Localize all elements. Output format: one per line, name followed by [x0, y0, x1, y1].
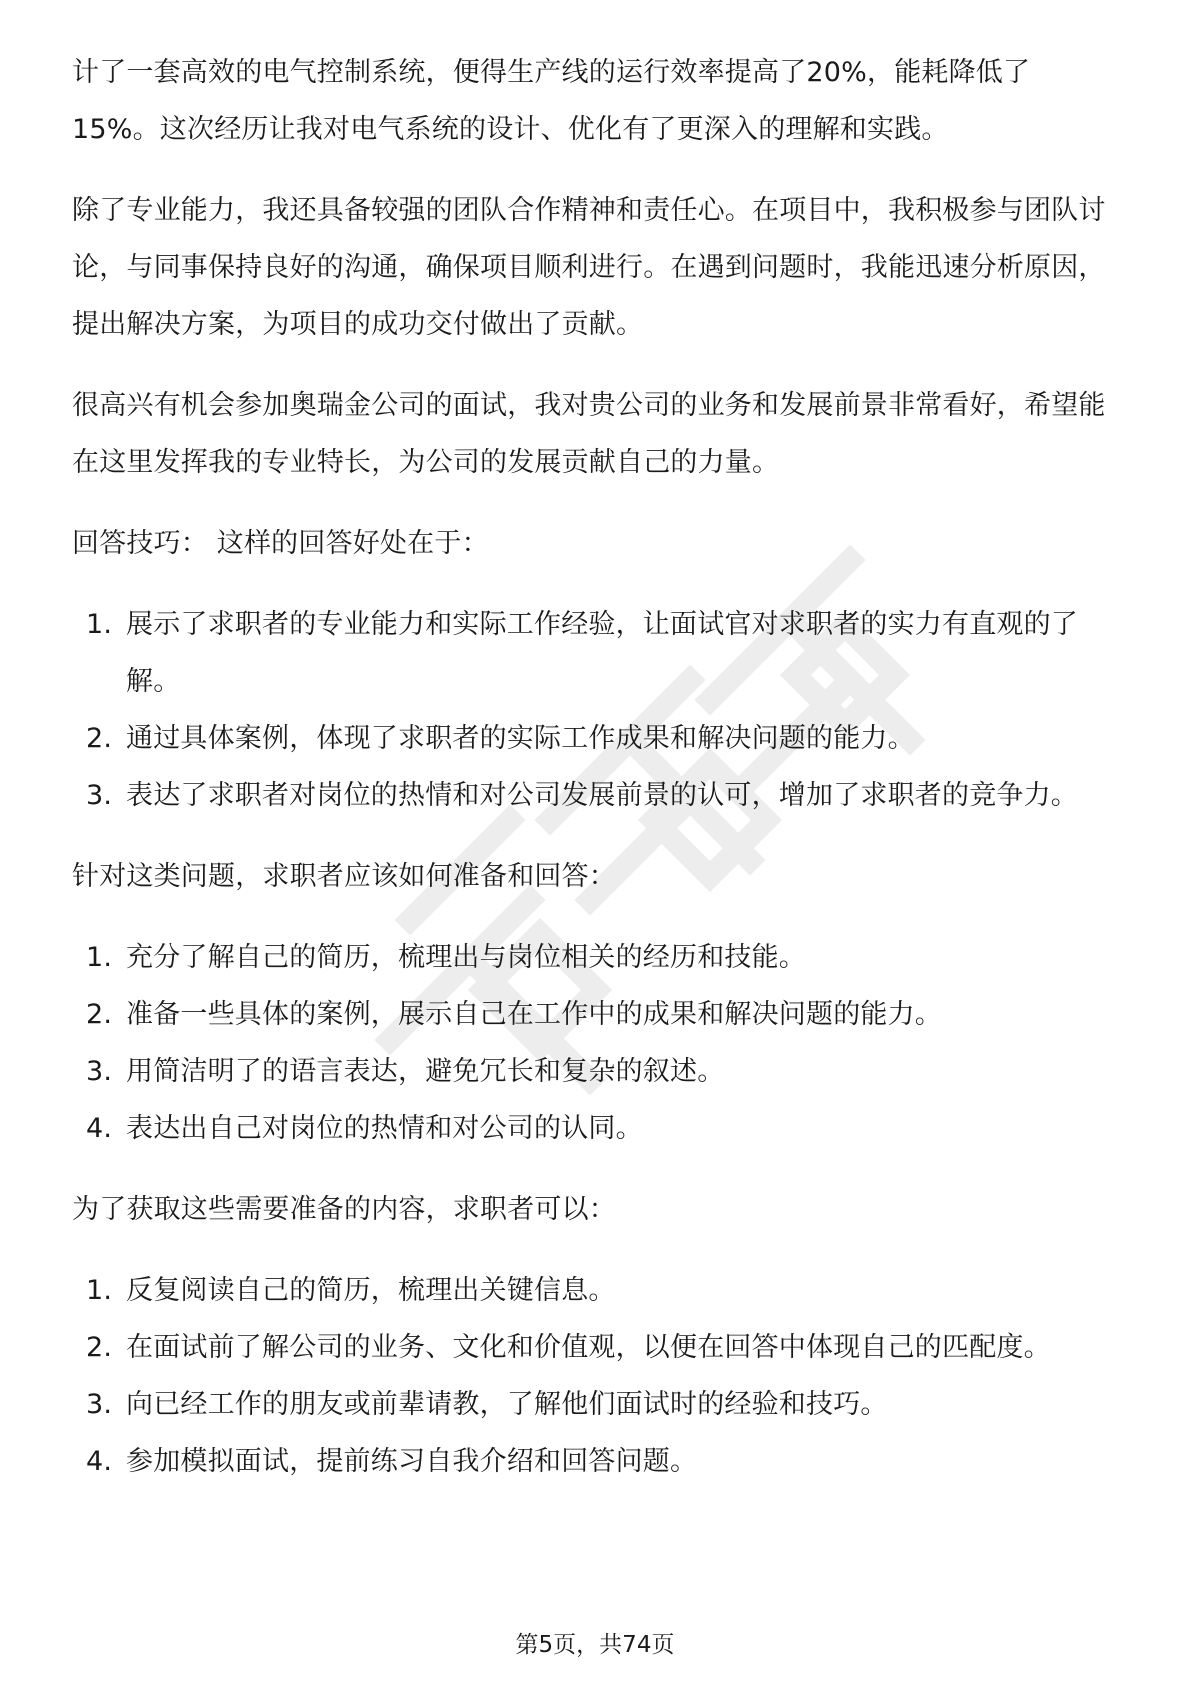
list-item-text: 在面试前了解公司的业务、文化和价值观，以便在回答中体现自己的匹配度。	[126, 1332, 1051, 1363]
obtain-heading: 为了获取这些需要准备的内容，求职者可以：	[72, 1194, 616, 1225]
list-number: 1.	[86, 609, 113, 640]
list-number: 3.	[86, 780, 113, 811]
document-body	[72, 44, 1118, 1514]
list-item-text: 向已经工作的朋友或前辈请教，了解他们面试时的经验和技巧。	[126, 1389, 888, 1420]
list-item-text: 通过具体案例，体现了求职者的实际工作成果和解决问题的能力。	[126, 723, 915, 754]
list-item-text: 表达出自己对岗位的热情和对公司的认同。	[126, 1113, 643, 1144]
list-number: 2.	[86, 723, 113, 754]
list-item	[72, 1043, 1118, 1100]
list-item	[72, 710, 1118, 767]
paragraph-project-result: 计了一套高效的电气控制系统，便得生产线的运行效率提高了20%，能耗降低了15%。这次经历让我对电气系统的设计、优化有了更深入的理解和实践。	[72, 57, 1031, 145]
list-number: 1.	[86, 1275, 113, 1306]
list-item-text: 表达了求职者对岗位的热情和对公司发展前景的认可，增加了求职者的竞争力。	[126, 780, 1078, 811]
list-item	[72, 929, 1118, 986]
list-item	[72, 1100, 1118, 1157]
page-number-footer: 第5页，共74页	[515, 1632, 675, 1658]
list-number: 3.	[86, 1056, 113, 1087]
prepare-list	[72, 929, 1118, 1157]
list-number: 2.	[86, 1332, 113, 1363]
paragraph-teamwork: 除了专业能力，我还具备较强的团队合作精神和责任心。在项目中，我积极参与团队讨论，与同事保持良好的沟通，确保项目顺利进行。在遇到问题时，我能迅速分析原因，提出解决方案，为项目的成功交付做出了贡献。	[72, 195, 1106, 340]
list-item	[72, 1262, 1118, 1319]
tips-heading: 回答技巧： 这样的回答好处在于：	[72, 528, 489, 559]
list-item	[72, 1433, 1118, 1490]
obtain-list	[72, 1262, 1118, 1490]
list-item-text: 准备一些具体的案例，展示自己在工作中的成果和解决问题的能力。	[126, 999, 942, 1030]
list-number: 4.	[86, 1446, 113, 1477]
tips-list	[72, 596, 1118, 824]
list-item-text: 用简洁明了的语言表达，避免冗长和复杂的叙述。	[126, 1056, 725, 1087]
list-item-text: 反复阅读自己的简历，梳理出关键信息。	[126, 1275, 616, 1306]
list-item	[72, 767, 1118, 824]
list-item-text: 充分了解自己的简历，梳理出与岗位相关的经历和技能。	[126, 942, 806, 973]
list-item	[72, 596, 1118, 710]
paragraph-interest: 很高兴有机会参加奥瑞金公司的面试，我对贵公司的业务和发展前景非常看好，希望能在这里发挥我的专业特长，为公司的发展贡献自己的力量。	[72, 390, 1106, 478]
list-item	[72, 1319, 1118, 1376]
list-number: 1.	[86, 942, 113, 973]
list-number: 4.	[86, 1113, 113, 1144]
prepare-heading: 针对这类问题，求职者应该如何准备和回答：	[72, 861, 616, 892]
list-number: 2.	[86, 999, 113, 1030]
list-item	[72, 986, 1118, 1043]
list-item-text: 展示了求职者的专业能力和实际工作经验，让面试官对求职者的实力有直观的了解。	[126, 609, 1078, 697]
list-item-text: 参加模拟面试，提前练习自我介绍和回答问题。	[126, 1446, 698, 1477]
list-item	[72, 1376, 1118, 1433]
list-number: 3.	[86, 1389, 113, 1420]
